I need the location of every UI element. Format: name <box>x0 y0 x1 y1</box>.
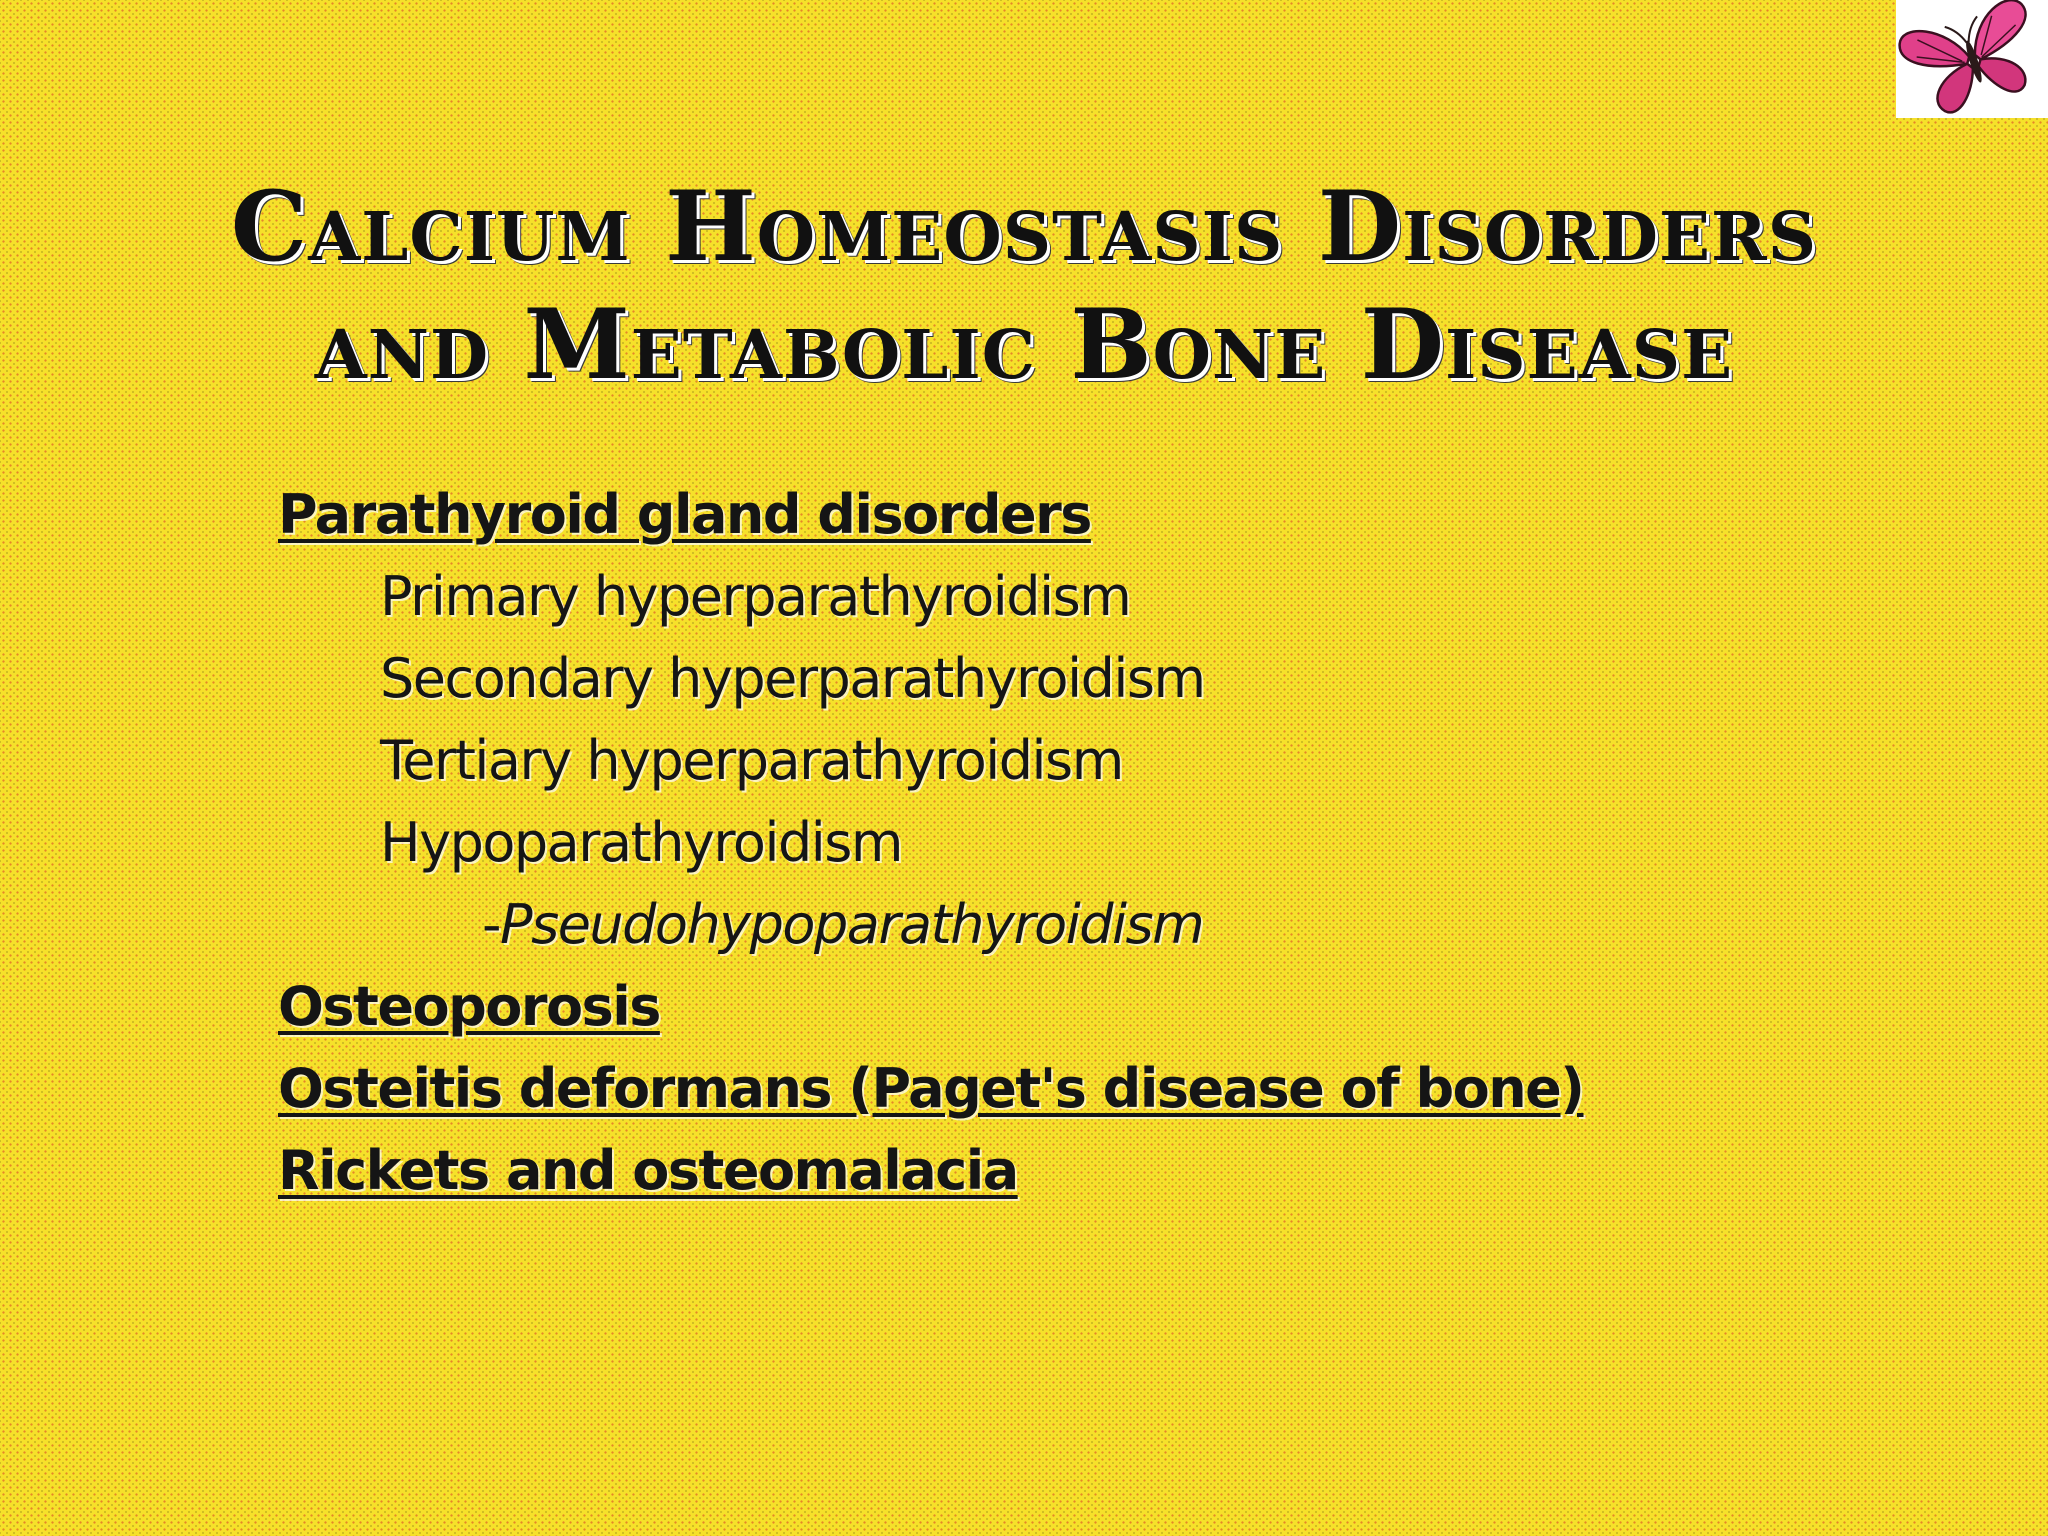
list-item-hypoparathyroidism: Hypoparathyroidism <box>380 811 902 874</box>
topic-list <box>278 474 1918 1212</box>
list-item-parathyroid-disorders: Parathyroid gland disorders <box>278 483 1091 546</box>
list-item-tertiary-hyperparathyroidism: Tertiary hyperparathyroidism <box>380 729 1123 792</box>
slide-title <box>100 168 1948 404</box>
list-item-secondary-hyperparathyroidism: Secondary hyperparathyroidism <box>380 647 1205 710</box>
title-line-2: and Metabolic Bone Disease <box>314 288 1734 401</box>
list-item-pseudohypoparathyroidism <box>278 884 1918 966</box>
pseudohypoparathyroidism-text: Pseudohypoparathyroidism <box>500 893 1204 956</box>
list-item-primary-hyperparathyroidism: Primary hyperparathyroidism <box>380 565 1131 628</box>
list-item-rickets-osteomalacia: Rickets and osteomalacia <box>278 1139 1018 1202</box>
title-line-1: Calcium Homeostasis Disorders <box>230 170 1818 283</box>
list-item-osteoporosis: Osteoporosis <box>278 975 660 1038</box>
list-item-osteitis-deformans: Osteitis deformans (Paget's disease of bone) <box>278 1057 1584 1120</box>
dash: - <box>482 893 500 956</box>
butterfly-icon <box>1896 0 2048 118</box>
